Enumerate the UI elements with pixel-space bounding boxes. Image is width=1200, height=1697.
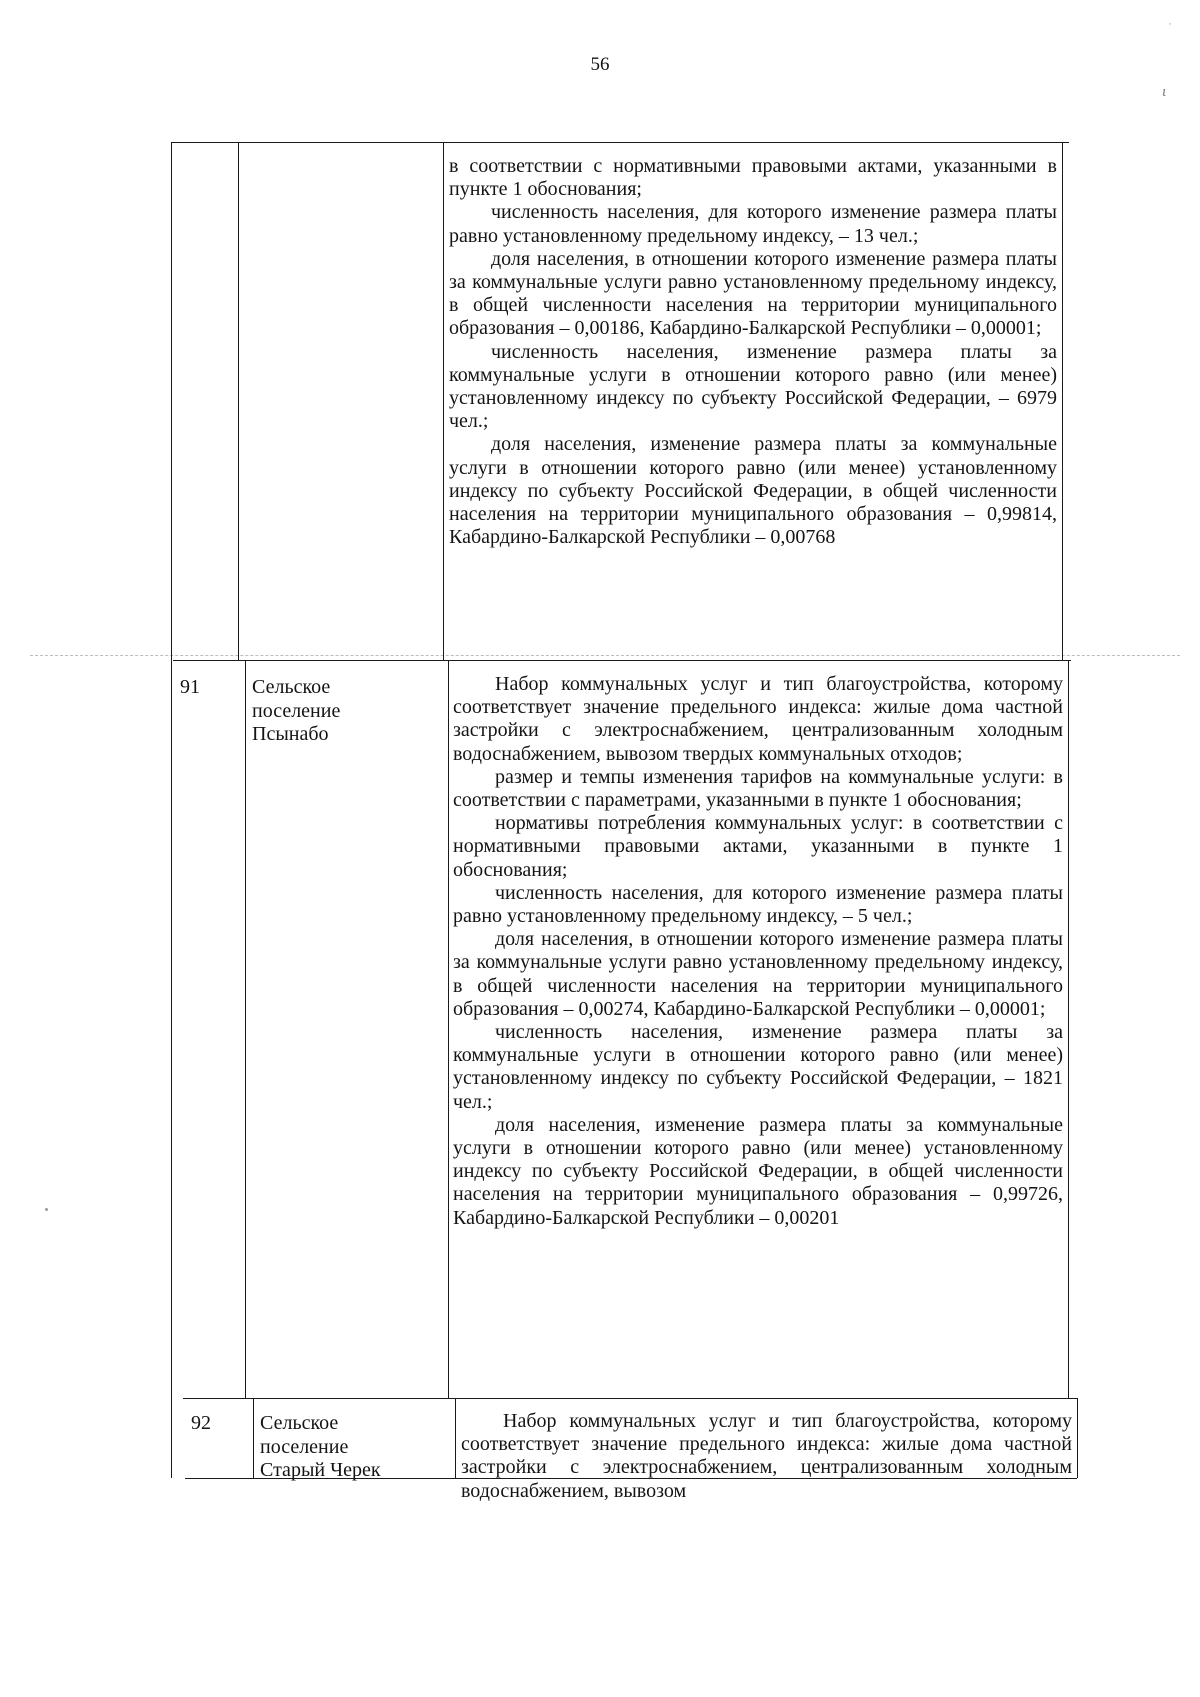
row-text: [461, 1410, 1072, 1503]
table-right-border: [1077, 1398, 1078, 1478]
row-number: 92: [191, 1412, 211, 1434]
column-divider: [253, 1398, 254, 1478]
row-divider: [173, 660, 1071, 661]
paragraph: в соответствии с нормативными правовыми актами, указанными в пункте 1 обоснования;: [449, 155, 1057, 201]
scan-fold-line: [30, 655, 1180, 656]
paragraph: размер и темпы изменения тарифов на коммунальные услуги: в соответствии с параметрами, указанными в пункте 1 обоснования;: [453, 765, 1063, 812]
scan-mark: ɩ: [1162, 84, 1167, 100]
column-divider: [455, 1398, 456, 1478]
row-name-line: Псынабо: [252, 723, 329, 745]
paragraph: доля населения, изменение размера платы за коммунальные услуги в отношении которого равно (или менее) установленному индексу по субъекту Российской Федерации, в общей численности населения на территории муниципального образования – 0,99814, Кабардино-Балкарской Республики – 0,00768: [449, 433, 1057, 549]
row-text: [453, 673, 1063, 1230]
paragraph: численность населения, изменение размера платы за коммунальные услуги в отношении которого равно (или менее) установленному индексу по субъекту Российской Федерации, – 6979 чел.;: [449, 340, 1057, 433]
column-divider: [245, 660, 246, 1398]
scan-mark: ˙: [1168, 20, 1172, 34]
paragraph: численность населения, для которого изменение размера платы равно установленному предельному индексу, – 5 чел.;: [453, 881, 1063, 928]
column-divider: [448, 660, 449, 1398]
row-name-line: Старый Черек: [260, 1459, 381, 1481]
scan-dot: [45, 1208, 48, 1211]
table-top-border: [171, 142, 1069, 143]
row-name-line: поселение: [252, 699, 341, 722]
row-number: 91: [180, 676, 200, 698]
row-name-line: поселение: [260, 1435, 349, 1458]
column-divider: [443, 142, 444, 660]
column-divider: [238, 142, 239, 660]
row-text-continuation: [449, 155, 1057, 549]
row-name: [252, 676, 340, 747]
paragraph: доля населения, в отношении которого изменение размера платы за коммунальные услуги равно установленному предельному индексу, в общей численности населения на территории муниципального образования – 0,00186, Кабардино-Балкарской Республики – 0,00001;: [449, 247, 1057, 340]
page-number: 56: [590, 54, 610, 75]
table-right-border: [1062, 142, 1063, 660]
paragraph: Набор коммунальных услуг и тип благоустройства, которому соответствует значение предельного индекса: жилые дома частной застройки с электроснабжением, централизованным холодным водоснабжением, вывозом: [461, 1410, 1072, 1502]
paragraph: численность населения, для которого изменение размера платы равно установленному предельному индексу, – 13 чел.;: [449, 201, 1057, 247]
paragraph: нормативы потребления коммунальных услуг: в соответствии с нормативными правовыми актами, указанными в пункте 1 обоснования;: [453, 812, 1063, 881]
paragraph: Набор коммунальных услуг и тип благоустройства, которому соответствует значение предельного индекса: жилые дома частной застройки с электроснабжением, централизованным холодным водоснабжением, вывозом твердых коммунальных отходов;: [453, 673, 1063, 765]
paragraph: доля населения, изменение размера платы за коммунальные услуги в отношении которого равно (или менее) установленному индексу по субъекту Российской Федерации, в общей численности населения на территории муниципального образования – 0,99726, Кабардино-Балкарской Республики – 0,00201: [453, 1113, 1063, 1229]
row-divider: [183, 1398, 1077, 1399]
row-name-line: Сельское: [260, 1412, 339, 1434]
paragraph: численность населения, изменение размера платы за коммунальные услуги в отношении которого равно (или менее) установленному индексу по субъекту Российской Федерации, – 1821 чел.;: [453, 1021, 1063, 1113]
row-name: [260, 1412, 381, 1483]
row-name-line: Сельское: [252, 676, 331, 698]
table-right-border: [1068, 660, 1069, 1398]
paragraph: доля населения, в отношении которого изменение размера платы за коммунальные услуги равно установленному предельному индексу, в общей численности населения на территории муниципального образования – 0,00274, Кабардино-Балкарской Республики – 0,00001;: [453, 928, 1063, 1020]
table-left-border: [171, 142, 172, 1478]
